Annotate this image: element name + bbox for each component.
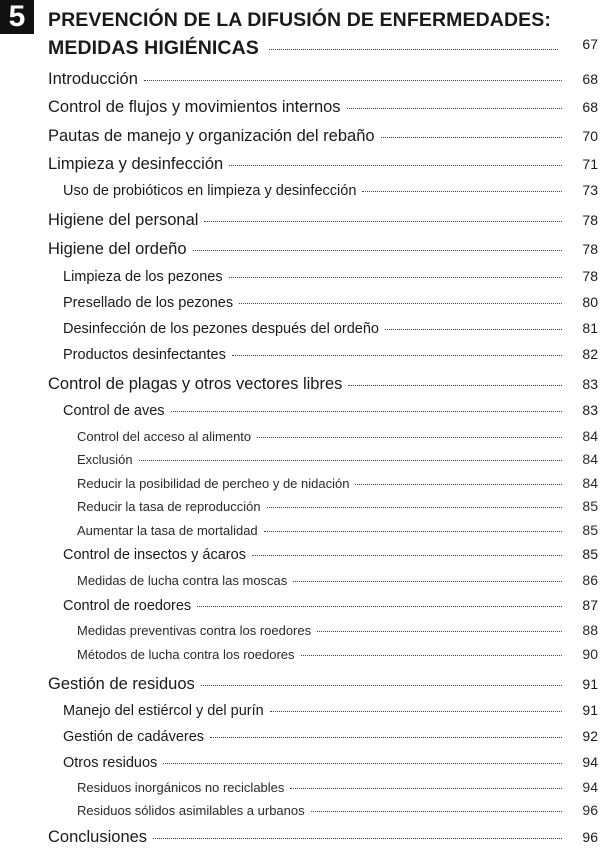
toc-entry-label: Métodos de lucha contra los roedores xyxy=(77,647,295,662)
toc-entry-page: 86 xyxy=(582,572,598,588)
toc-entry-label: Medidas preventivas contra los roedores xyxy=(77,623,312,638)
toc-entry-page: 71 xyxy=(582,156,598,172)
toc-entry[interactable] xyxy=(63,702,598,719)
toc-entry[interactable] xyxy=(48,98,598,117)
toc-entry-page: 84 xyxy=(582,451,598,467)
toc-entry-label: Presellado de los pezones xyxy=(63,295,234,311)
toc-entry[interactable] xyxy=(77,522,598,538)
toc-entry-page: 70 xyxy=(582,128,598,144)
leader-dots xyxy=(197,606,562,607)
toc-entry-page: 92 xyxy=(582,728,598,744)
toc-entry-label: Medidas de lucha contra las moscas xyxy=(77,573,288,588)
toc-entry-page: 96 xyxy=(582,829,598,845)
toc-entry-page: 88 xyxy=(582,622,598,638)
toc-entry[interactable] xyxy=(48,211,598,230)
leader-dots xyxy=(270,711,562,712)
toc-entry-label: Control de aves xyxy=(63,403,165,419)
toc-entry-page: 84 xyxy=(582,428,598,444)
toc-entry[interactable] xyxy=(48,675,598,694)
leader-dots xyxy=(153,838,562,839)
leader-dots xyxy=(210,737,562,738)
toc-entry-label: Conclusiones xyxy=(48,828,148,846)
toc-entry[interactable] xyxy=(63,182,598,199)
toc-entry[interactable] xyxy=(63,268,598,285)
toc-entry-label: Desinfección de los pezones después del ordeño xyxy=(63,321,379,337)
chapter-page-number: 67 xyxy=(582,36,598,52)
leader-dots xyxy=(317,631,562,632)
toc-entry-label: Exclusión xyxy=(77,452,133,467)
leader-dots xyxy=(232,355,562,356)
leader-dots xyxy=(229,277,562,278)
toc-entry-page: 87 xyxy=(582,597,598,613)
leader-dots xyxy=(229,165,562,166)
toc-entry[interactable] xyxy=(48,155,598,174)
toc-entry[interactable] xyxy=(77,498,598,514)
leader-dots xyxy=(193,250,562,251)
toc-entry-page: 91 xyxy=(582,702,598,718)
toc-entry-label: Productos desinfectantes xyxy=(63,347,226,363)
toc-entry-page: 73 xyxy=(582,182,598,198)
toc-entry-page: 78 xyxy=(582,268,598,284)
toc-entry-page: 68 xyxy=(582,71,598,87)
toc-entry[interactable] xyxy=(48,127,598,146)
toc-entry-page: 90 xyxy=(582,646,598,662)
toc-entry[interactable] xyxy=(77,451,598,467)
toc-entry-page: 84 xyxy=(582,475,598,491)
toc-entry[interactable] xyxy=(63,402,598,419)
toc-entry-page: 80 xyxy=(582,294,598,310)
toc-entry[interactable] xyxy=(63,728,598,745)
toc-entry-page: 94 xyxy=(582,779,598,795)
toc-entry-page: 81 xyxy=(582,320,598,336)
toc-entry-page: 85 xyxy=(582,498,598,514)
toc-entry-page: 83 xyxy=(582,376,598,392)
toc-entry-label: Residuos inorgánicos no reciclables xyxy=(77,780,285,795)
leader-dots xyxy=(381,137,562,138)
toc-entry[interactable] xyxy=(63,754,598,771)
toc-entry-page: 78 xyxy=(582,241,598,257)
leader-dots xyxy=(201,685,562,686)
toc-entry[interactable] xyxy=(48,70,598,89)
toc-entry-page: 85 xyxy=(582,522,598,538)
toc-entry-label: Aumentar la tasa de mortalidad xyxy=(77,523,258,538)
toc-entry-label: Control del acceso al alimento xyxy=(77,429,252,444)
leader-dots xyxy=(269,49,558,50)
toc-entry[interactable] xyxy=(77,779,598,795)
toc-entry-label: Gestión de residuos xyxy=(48,675,195,693)
leader-dots xyxy=(362,191,562,192)
leader-dots xyxy=(385,329,562,330)
toc-entry[interactable] xyxy=(48,828,598,847)
toc-entry-label: Pautas de manejo y organización del rebaño xyxy=(48,127,375,145)
toc-entry[interactable] xyxy=(77,802,598,818)
toc-entry-page: 83 xyxy=(582,402,598,418)
toc-entry-label: Reducir la posibilidad de percheo y de nidación xyxy=(77,476,350,491)
toc-entry-label: Higiene del personal xyxy=(48,211,199,229)
leader-dots xyxy=(252,555,562,556)
toc-entry-label: Manejo del estiércol y del purín xyxy=(63,703,264,719)
leader-dots xyxy=(267,507,562,508)
toc-entry-label: Control de roedores xyxy=(63,598,192,614)
toc-entry-page: 68 xyxy=(582,99,598,115)
toc-entry-label: Gestión de cadáveres xyxy=(63,729,205,745)
toc-entry[interactable] xyxy=(77,428,598,444)
toc-entry-page: 94 xyxy=(582,754,598,770)
toc-entry-page: 78 xyxy=(582,212,598,228)
leader-dots xyxy=(311,811,562,812)
leader-dots xyxy=(171,411,562,412)
toc-entry-label: Higiene del ordeño xyxy=(48,240,187,258)
toc-entry-label: Limpieza de los pezones xyxy=(63,269,223,285)
leader-dots xyxy=(257,437,562,438)
toc-entry[interactable] xyxy=(63,294,598,311)
toc-entry-label: Introducción xyxy=(48,70,138,88)
leader-dots xyxy=(239,303,562,304)
toc-entry[interactable] xyxy=(77,646,598,662)
toc-entry[interactable] xyxy=(77,572,598,588)
toc-entry[interactable] xyxy=(63,320,598,337)
toc-entry-label: Reducir la tasa de reproducción xyxy=(77,499,261,514)
toc-entry-label: Uso de probióticos en limpieza y desinfección xyxy=(63,183,357,199)
toc-entry-label: Control de flujos y movimientos internos xyxy=(48,98,341,116)
leader-dots xyxy=(348,385,562,386)
leader-dots xyxy=(264,531,562,532)
toc-entry-label: Otros residuos xyxy=(63,755,158,771)
leader-dots xyxy=(355,484,562,485)
toc-entry[interactable] xyxy=(48,375,598,394)
chapter-title xyxy=(48,6,551,62)
toc-entry[interactable] xyxy=(77,622,598,638)
chapter-number: 5 xyxy=(0,0,34,34)
toc-entry-label: Limpieza y desinfección xyxy=(48,155,224,173)
leader-dots xyxy=(293,581,562,582)
toc-entry[interactable] xyxy=(48,240,598,259)
chapter-title-line1: PREVENCIÓN DE LA DIFUSIÓN DE ENFERMEDADES: xyxy=(48,9,551,31)
toc-entry[interactable] xyxy=(77,475,598,491)
toc-entry-label: Residuos sólidos asimilables a urbanos xyxy=(77,803,305,818)
leader-dots xyxy=(144,80,562,81)
toc-entry-label: Control de insectos y ácaros xyxy=(63,547,246,563)
toc-entry[interactable] xyxy=(63,346,598,363)
toc-entry-label: Control de plagas y otros vectores libres xyxy=(48,375,343,393)
toc-entry-page: 85 xyxy=(582,546,598,562)
leader-dots xyxy=(347,108,562,109)
leader-dots xyxy=(204,221,562,222)
toc-entry-page: 91 xyxy=(582,676,598,692)
toc-entry-page: 96 xyxy=(582,802,598,818)
leader-dots xyxy=(301,655,562,656)
chapter-title-line2: MEDIDAS HIGIÉNICAS xyxy=(48,37,259,59)
leader-dots xyxy=(290,788,562,789)
toc-entry-page: 82 xyxy=(582,346,598,362)
leader-dots xyxy=(139,460,562,461)
toc-entry[interactable] xyxy=(63,597,598,614)
leader-dots xyxy=(163,763,562,764)
toc-entry[interactable] xyxy=(63,546,598,563)
